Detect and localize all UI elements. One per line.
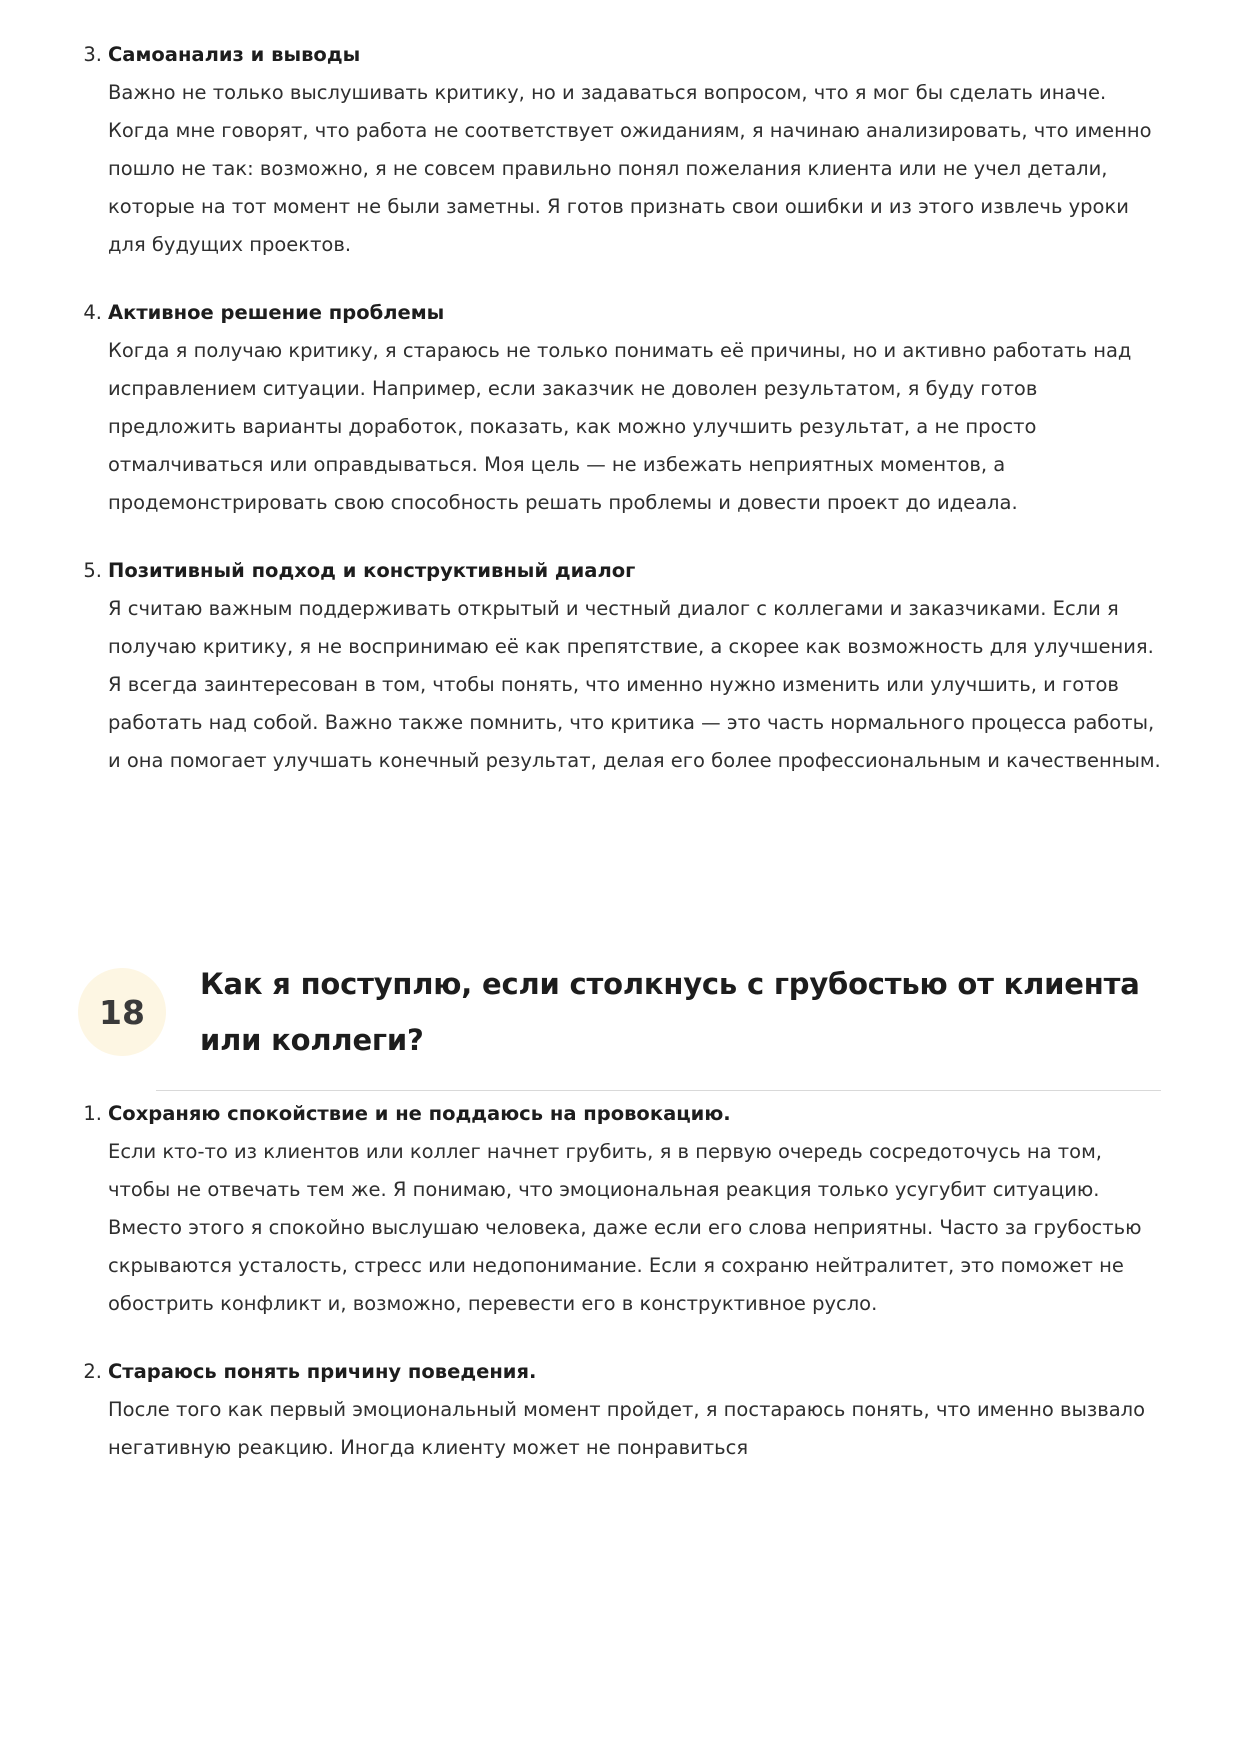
list-item-title: Позитивный подход и конструктивный диалог	[108, 559, 636, 582]
list-section-one	[78, 40, 1161, 780]
list-item-number: 2.	[83, 1360, 102, 1383]
question-number-badge: 18	[78, 968, 166, 1056]
section-divider	[156, 1090, 1161, 1091]
list-item-number: 5.	[83, 559, 102, 582]
list-item-number: 3.	[83, 43, 102, 66]
list-item-body: Если кто-то из клиентов или коллег начнет грубить, я в первую очередь сосредоточусь на том, чтобы не отвечать тем же. Я понимаю, что эмоциональная реакция только усугубит ситуацию. Вместо этого я спокойно выслушаю человека, даже если его слова неприятны. Часто за грубостью скрываются усталость, стресс или недопонимание. Если я сохраню нейтралитет, это поможет не обострить конфликт и, возможно, перевести его в конструктивное русло.	[108, 1140, 1142, 1315]
list-item-title: Самоанализ и выводы	[108, 43, 361, 66]
list-item-body: Я считаю важным поддерживать открытый и честный диалог с коллегами и заказчиками. Если я получаю критику, я не воспринимаю её как препятствие, а скорее как возможность для улучшения. Я всегда заинтересован в том, чтобы понять, что именно нужно изменить или улучшить, и готов работать над собой. Важно также помнить, что критика — это часть нормального процесса работы, и она помогает улучшать конечный результат, делая его более профессиональным и качественным.	[108, 597, 1161, 772]
list-section-two	[78, 1099, 1161, 1467]
list-item	[78, 556, 1161, 780]
question-heading-block	[78, 956, 1161, 1091]
list-item-body: После того как первый эмоциональный момент пройдет, я постараюсь понять, что именно вызвало негативную реакцию. Иногда клиенту может не понравиться	[108, 1398, 1146, 1459]
list-item	[78, 298, 1161, 522]
list-item	[78, 1357, 1161, 1467]
list-item-title: Стараюсь понять причину поведения.	[108, 1360, 537, 1383]
list-item-title: Активное решение проблемы	[108, 301, 445, 324]
list-item	[78, 40, 1161, 264]
list-item-title: Сохраняю спокойствие и не поддаюсь на провокацию.	[108, 1102, 731, 1125]
list-item	[78, 1099, 1161, 1323]
list-item-number: 4.	[83, 301, 102, 324]
list-item-number: 1.	[83, 1102, 102, 1125]
question-title: Как я поступлю, если столкнусь с грубостью от клиента или коллеги?	[200, 967, 1140, 1057]
list-item-body: Важно не только выслушивать критику, но и задаваться вопросом, что я мог бы сделать иначе. Когда мне говорят, что работа не соответствует ожиданиям, я начинаю анализировать, что именно пошло не так: возможно, я не совсем правильно понял пожелания клиента или не учел детали, которые на тот момент не были заметны. Я готов признать свои ошибки и из этого извлечь уроки для будущих проектов.	[108, 81, 1152, 256]
list-item-body: Когда я получаю критику, я стараюсь не только понимать её причины, но и активно работать над исправлением ситуации. Например, если заказчик не доволен результатом, я буду готов предложить варианты доработок, показать, как можно улучшить результат, а не просто отмалчиваться или оправдываться. Моя цель — не избежать неприятных моментов, а продемонстрировать свою способность решать проблемы и довести проект до идеала.	[108, 339, 1132, 514]
